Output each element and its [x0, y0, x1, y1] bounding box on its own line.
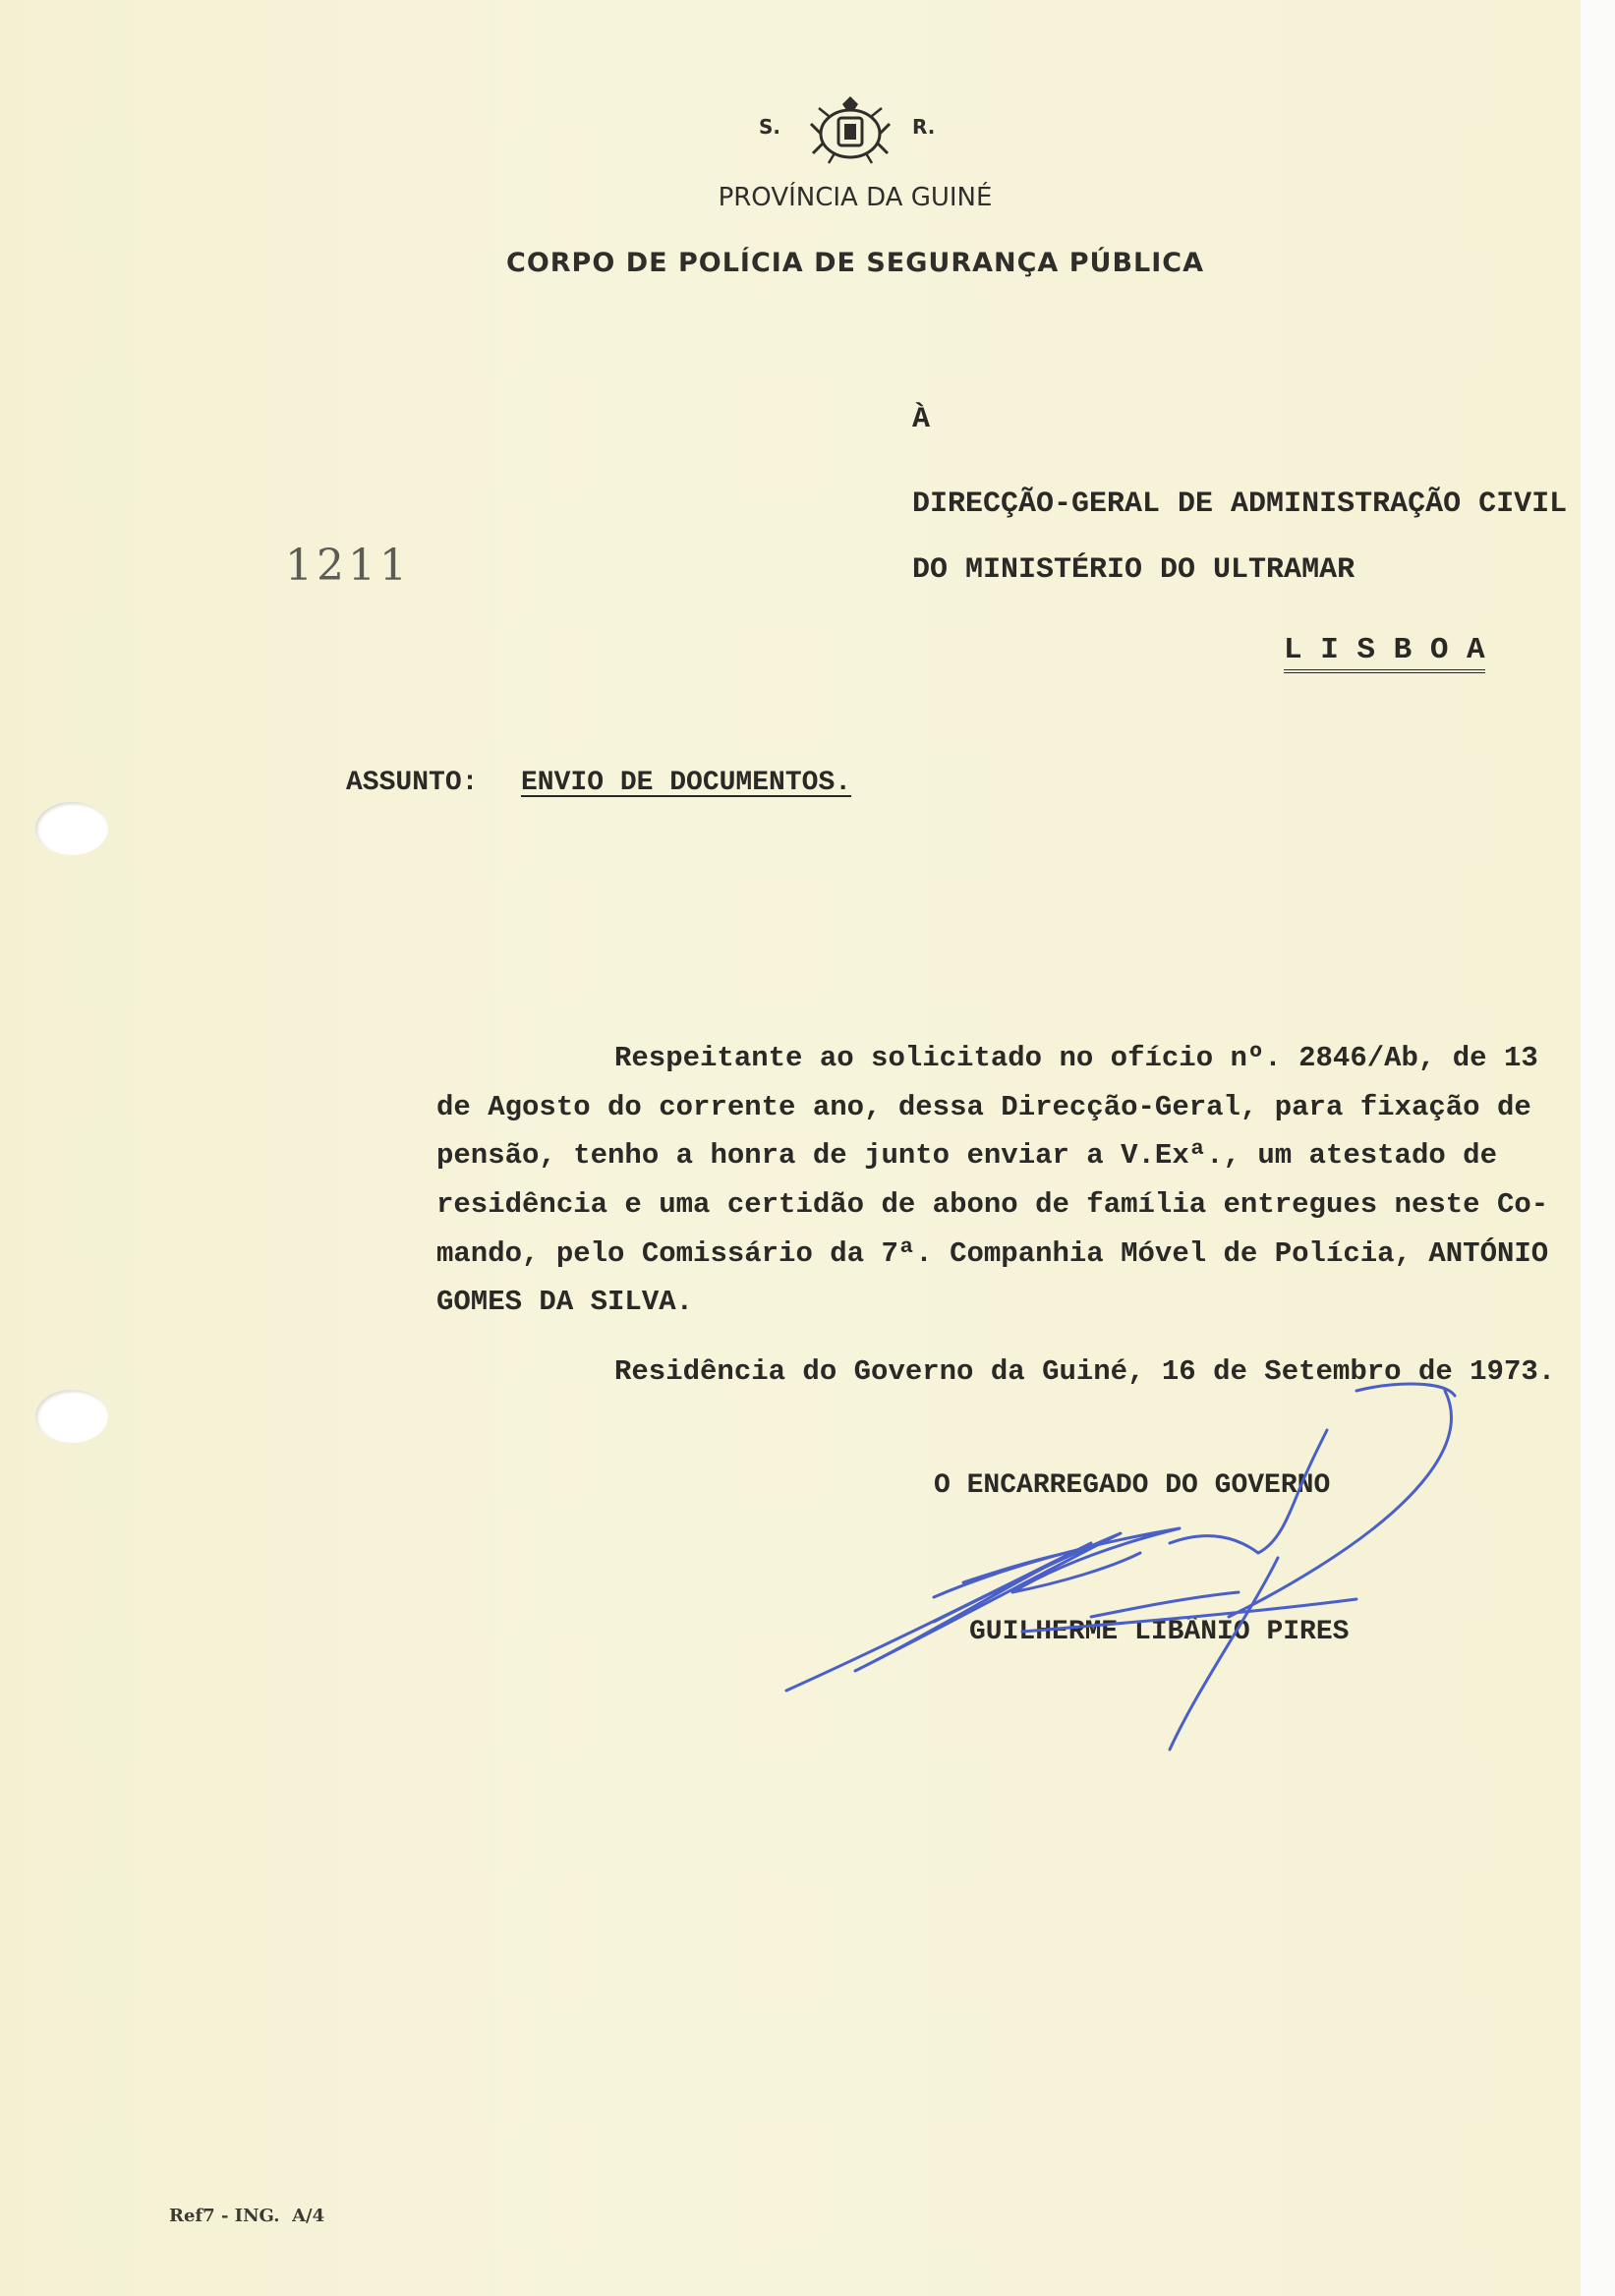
signatory-title: O ENCARREGADO DO GOVERNO [934, 1470, 1331, 1501]
body-line-5: mando, pelo Comissário da 7ª. Companhia Móvel de Polícia, ANTÓNIO [436, 1237, 1549, 1270]
seal-letter-left: S. [759, 115, 781, 139]
seal-letter-right: R. [912, 115, 936, 139]
handwritten-signature [767, 1371, 1474, 1764]
corps-heading: CORPO DE POLÍCIA DE SEGURANÇA PÚBLICA [506, 248, 1204, 278]
closing-date-line: Residência do Governo da Guiné, 16 de Setembro de 1973. [614, 1355, 1556, 1388]
recipient-line-1: DIRECÇÃO-GERAL DE ADMINISTRAÇÃO CIVIL [912, 488, 1568, 521]
punch-hole-bottom [35, 1390, 108, 1443]
body-line-2: de Agosto do corrente ano, dessa Direcção-Geral, para fixação de [436, 1091, 1531, 1123]
body-line-3: pensão, tenho a honra de junto enviar a V.Exª., um atestado de [436, 1139, 1497, 1172]
body-line-1: Respeitante ao solicitado no ofício nº. 2846/Ab, de 13 [614, 1042, 1538, 1074]
body-line-6: GOMES DA SILVA. [436, 1286, 694, 1318]
body-line-4: residência e uma certidão de abono de família entregues neste Co- [436, 1188, 1549, 1221]
subject-text: ENVIO DE DOCUMENTOS. [521, 768, 852, 798]
subject-label: ASSUNTO: [346, 768, 479, 798]
recipient-city: L I S B O A [1284, 633, 1485, 673]
punch-hole-top [35, 802, 108, 855]
province-heading: PROVÍNCIA DA GUINÉ [718, 183, 993, 212]
recipient-line-2: DO MINISTÉRIO DO ULTRAMAR [912, 553, 1355, 587]
recipient-prefix: À [912, 403, 931, 436]
form-reference: Ref7 - ING. A/4 [169, 2206, 325, 2226]
reference-number: 1211 [285, 541, 411, 591]
signatory-name: GUILHERME LIBÂNIO PIRES [969, 1617, 1350, 1647]
coat-of-arms-icon [809, 94, 892, 165]
page-edge [1581, 0, 1615, 2296]
